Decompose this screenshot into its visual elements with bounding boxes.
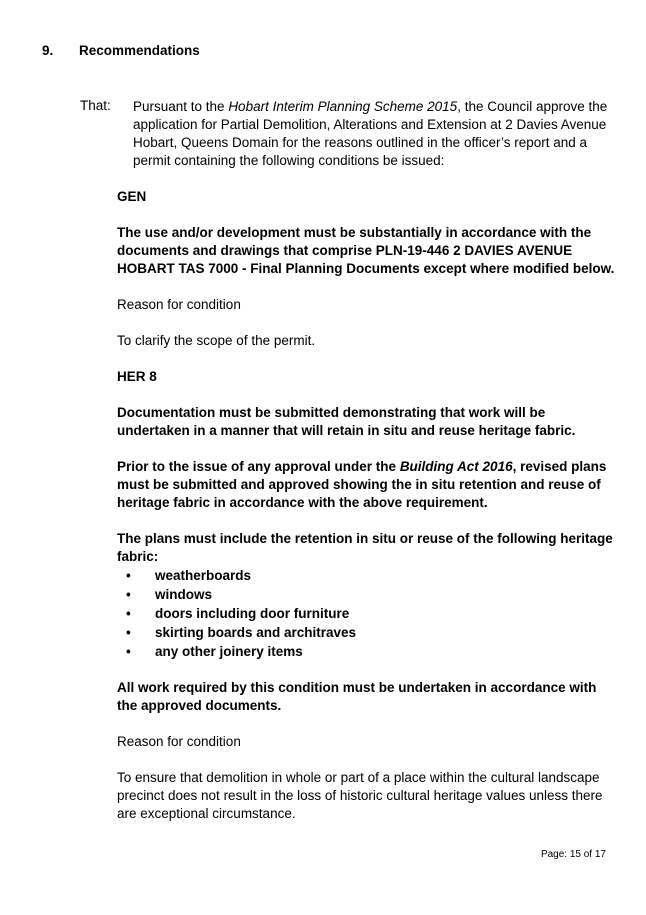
gen-condition: The use and/or development must be substantially in accordance with the documents and drawings that comprise PLN-19-446 2 DAVIES AVENUE HOBART TAS 7000 - Final Planning Documents except where modified below. (117, 225, 615, 276)
list-item (117, 642, 617, 661)
intro-text-start: Pursuant to the (133, 99, 229, 114)
bullet-icon: • (126, 587, 131, 602)
bullet-icon: • (126, 644, 131, 659)
bullet-icon: • (126, 568, 131, 583)
list-item-text: doors including door furniture (155, 606, 350, 621)
section-heading (42, 43, 200, 58)
list-item (117, 585, 617, 604)
condition-2-end: , revised plans must be submitted and approved showing the in situ retention and reuse of heritage fabric in accordance with the above requirement. (117, 459, 607, 510)
section-title: Recommendations (79, 43, 200, 58)
gen-reason-label: Reason for condition (117, 297, 241, 312)
her8-condition-4: All work required by this condition must be undertaken in accordance with the approved documents. (117, 680, 597, 713)
list-item (117, 623, 617, 642)
list-item (117, 604, 617, 623)
her8-condition-3: The plans must include the retention in situ or reuse of the following heritage fabric: (117, 531, 613, 564)
list-item-text: windows (155, 587, 212, 602)
building-act-name: Building Act 2016 (399, 459, 513, 474)
that-label: That: (80, 98, 111, 113)
intro-paragraph (133, 98, 617, 170)
her8-code: HER 8 (117, 369, 157, 384)
her8-condition-2 (117, 458, 617, 512)
recommendation-body (117, 98, 617, 841)
her8-condition-1: Documentation must be submitted demonstrating that work will be undertaken in a manner that will retain in situ and reuse heritage fabric. (117, 405, 576, 438)
list-item (117, 566, 617, 585)
list-item-text: weatherboards (155, 568, 252, 583)
page-number: Page: 15 of 17 (540, 849, 606, 860)
her8-reason-label: Reason for condition (117, 734, 241, 749)
heritage-fabric-list (117, 566, 617, 661)
gen-code: GEN (117, 189, 147, 204)
bullet-icon: • (126, 625, 131, 640)
condition-2-start: Prior to the issue of any approval under the (117, 459, 400, 474)
bullet-icon: • (126, 606, 131, 621)
intro-text-end: , the Council approve the application for Partial Demolition, Alterations and Extension at 2 Davies Avenue Hobart, Queens Domain for the reasons outlined in the officer’s report and a permit containing the following conditions be issued: (133, 99, 608, 168)
section-number: 9. (42, 43, 54, 58)
list-item-text: any other joinery items (155, 644, 303, 659)
planning-scheme-name: Hobart Interim Planning Scheme 2015 (228, 99, 458, 114)
her8-reason: To ensure that demolition in whole or part of a place within the cultural landscape precinct does not result in the loss of historic cultural heritage values unless there are exceptional circumstance. (117, 770, 603, 821)
list-item-text: skirting boards and architraves (155, 625, 357, 640)
gen-reason: To clarify the scope of the permit. (117, 333, 316, 348)
